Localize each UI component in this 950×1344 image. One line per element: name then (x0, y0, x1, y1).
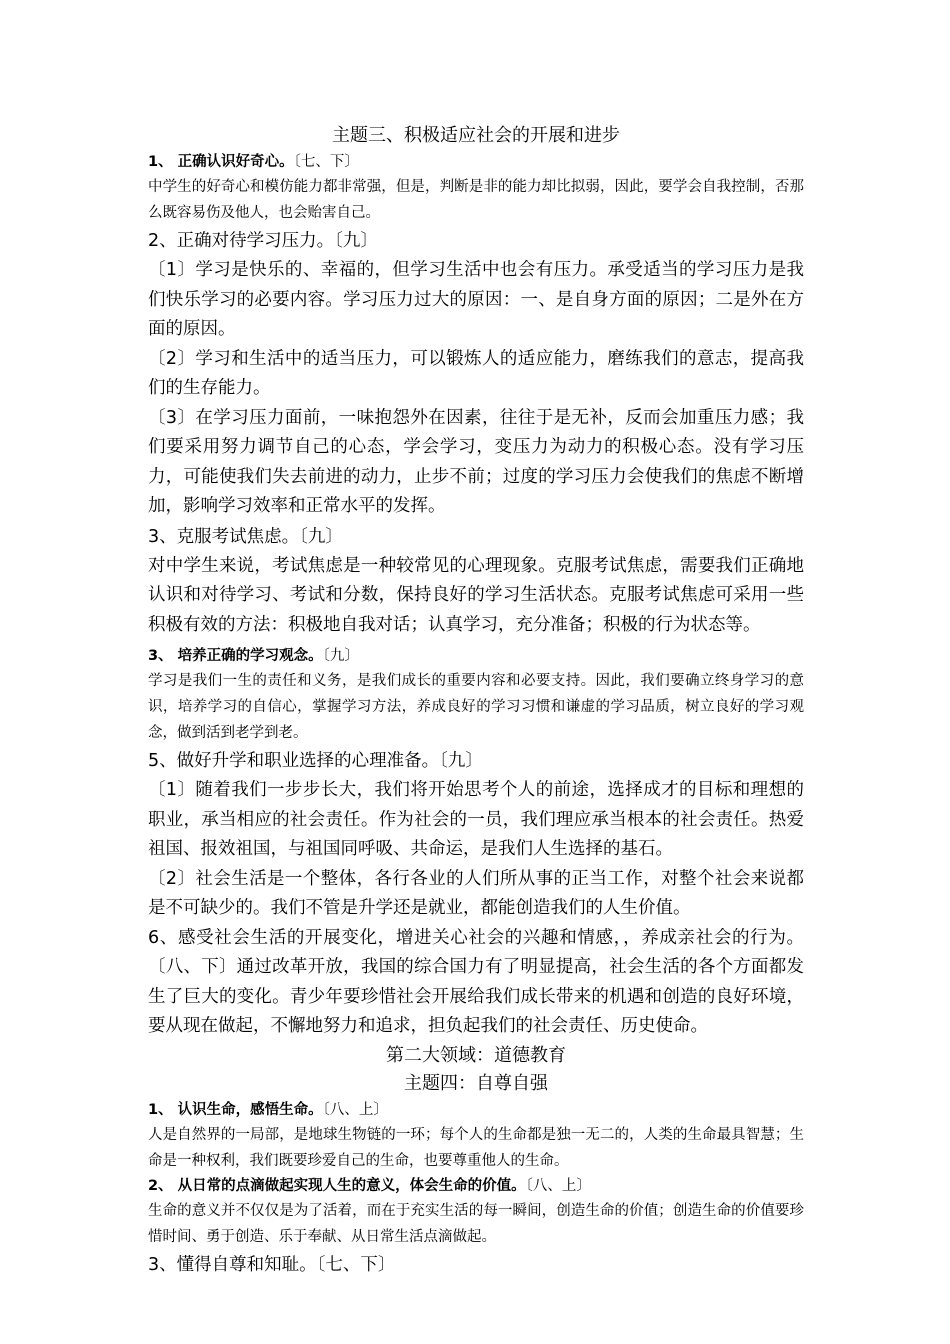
section-life-value-heading (148, 1174, 804, 1198)
section-career-choice-heading: 5、做好升学和职业选择的心理准备。〔九〕 (148, 751, 483, 771)
section-study-pressure-paragraph-3: 〔3〕在学习压力面前，一味抱怨外在因素，往往于是无补，反而会加重压力感；我们要采用努力调节自己的心态，学会学习，变压力为动力的积极心态。没有学习压力，可能使我们失去前进的动力，止步不前；过度的学习压力会使我们的焦虑不断增加，影响学习效率和正常水平的发挥。 (148, 407, 804, 516)
section-study-pressure-heading: 2、正确对待学习压力。〔九〕 (148, 231, 378, 251)
section-career-choice-paragraph-2: 〔2〕社会生活是一个整体，各行各业的人们所从事的正当工作，对整个社会来说都是不可缺少的。我们不管是升学还是就业，都能创造我们的人生价值。 (148, 868, 804, 918)
section-learning-concept-heading (148, 644, 804, 668)
document-content (148, 122, 804, 1280)
section-curiosity-tag: 〔七、下〕 (293, 154, 359, 170)
topic-three-title: 主题三、积极适应社会的开展和进步 (332, 125, 620, 146)
section-learning-concept-body: 学习是我们一生的责任和义务，是我们成长的重要内容和必要支持。因此，我们要确立终身学习的意识，培养学习的自信心，掌握学习方法，养成良好的学习习惯和谦虚的学习品质，树立良好的学习观念，做到活到老学到老。 (148, 673, 804, 741)
section-learning-concept-tag: 〔九〕 (322, 648, 359, 664)
topic-four-title: 主题四：自尊自强 (404, 1072, 548, 1094)
section-understand-life-heading-text: 1、 认识生命，感悟生命。 (148, 1101, 323, 1118)
section-exam-anxiety-body: 对中学生来说，考试焦虑是一种较常见的心理现象。克服考试焦虑，需要我们正确地认识和对待学习、考试和分数，保持良好的学习生活状态。克服考试焦虑可采用一些积极有效的方法：积极地自我对话；认真学习，充分准备；积极的行为状态等。 (148, 555, 804, 635)
section-curiosity-heading (148, 150, 804, 174)
section-understand-life-tag: 〔八、上〕 (322, 1101, 388, 1118)
section-exam-anxiety-heading: 3、克服考试焦虑。〔九〕 (148, 526, 343, 547)
section-curiosity-heading-text: 1、 正确认识好奇心。 (148, 154, 294, 170)
section-social-change-paragraph: 6、感受社会生活的开展变化，增进关心社会的兴趣和情感，，养成亲社会的行为。〔八、下〕通过改革开放，我国的综合国力有了明显提高，社会生活的各个方面都发生了巨大的变化。青少年要珍惜社会开展给我们成长带来的机遇和创造的良好环境，要从现在做起，不懈地努力和追求，担负起我们的社会责任、历史使命。 (148, 927, 804, 1036)
section-study-pressure-paragraph-2: 〔2〕学习和生活中的适当压力，可以锻炼人的适应能力，磨练我们的意志，提高我们的生存能力。 (148, 348, 804, 398)
section-curiosity-body: 中学生的好奇心和模仿能力都非常强，但是，判断是非的能力却比拟弱，因此，要学会自我控制，否那么既容易伤及他人，也会贻害自己。 (148, 179, 804, 221)
section-self-respect-heading: 3、懂得自尊和知耻。〔七、下〕 (148, 1254, 396, 1275)
section-study-pressure-paragraph-1: 〔1〕学习是快乐的、幸福的，但学习生活中也会有压力。承受适当的学习压力是我们快乐学习的必要内容。学习压力过大的原因：一、是自身方面的原因；二是外在方面的原因。 (148, 260, 804, 339)
section-life-value-body: 生命的意义并不仅仅是为了活着，而在于充实生活的每一瞬间，创造生命的价值；创造生命的价值要珍惜时间、勇于创造、乐于奉献、从日常生活点滴做起。 (148, 1202, 804, 1245)
section-life-value-heading-text: 2、 从日常的点滴做起实现人生的意义，体会生命的价值。 (148, 1177, 526, 1194)
section-career-choice-paragraph-1: 〔1〕随着我们一步步长大，我们将开始思考个人的前途，选择成才的目标和理想的职业，承当相应的社会责任。作为社会的一员，我们理应承当根本的社会责任。热爱祖国、报效祖国，与祖国同呼吸、共命运，是我们人生选择的基石。 (148, 780, 804, 859)
domain-two-title: 第二大领域：道德教育 (386, 1044, 566, 1066)
section-life-value-tag: 〔八、上〕 (525, 1177, 591, 1194)
section-understand-life-heading (148, 1098, 804, 1122)
section-learning-concept-heading-text: 3、 培养正确的学习观念。 (148, 648, 323, 664)
section-understand-life-body: 人是自然界的一局部，是地球生物链的一环；每个人的生命都是独一无二的，人类的生命最具智慧；生命是一种权利，我们既要珍爱自己的生命，也要尊重他人的生命。 (148, 1126, 804, 1169)
